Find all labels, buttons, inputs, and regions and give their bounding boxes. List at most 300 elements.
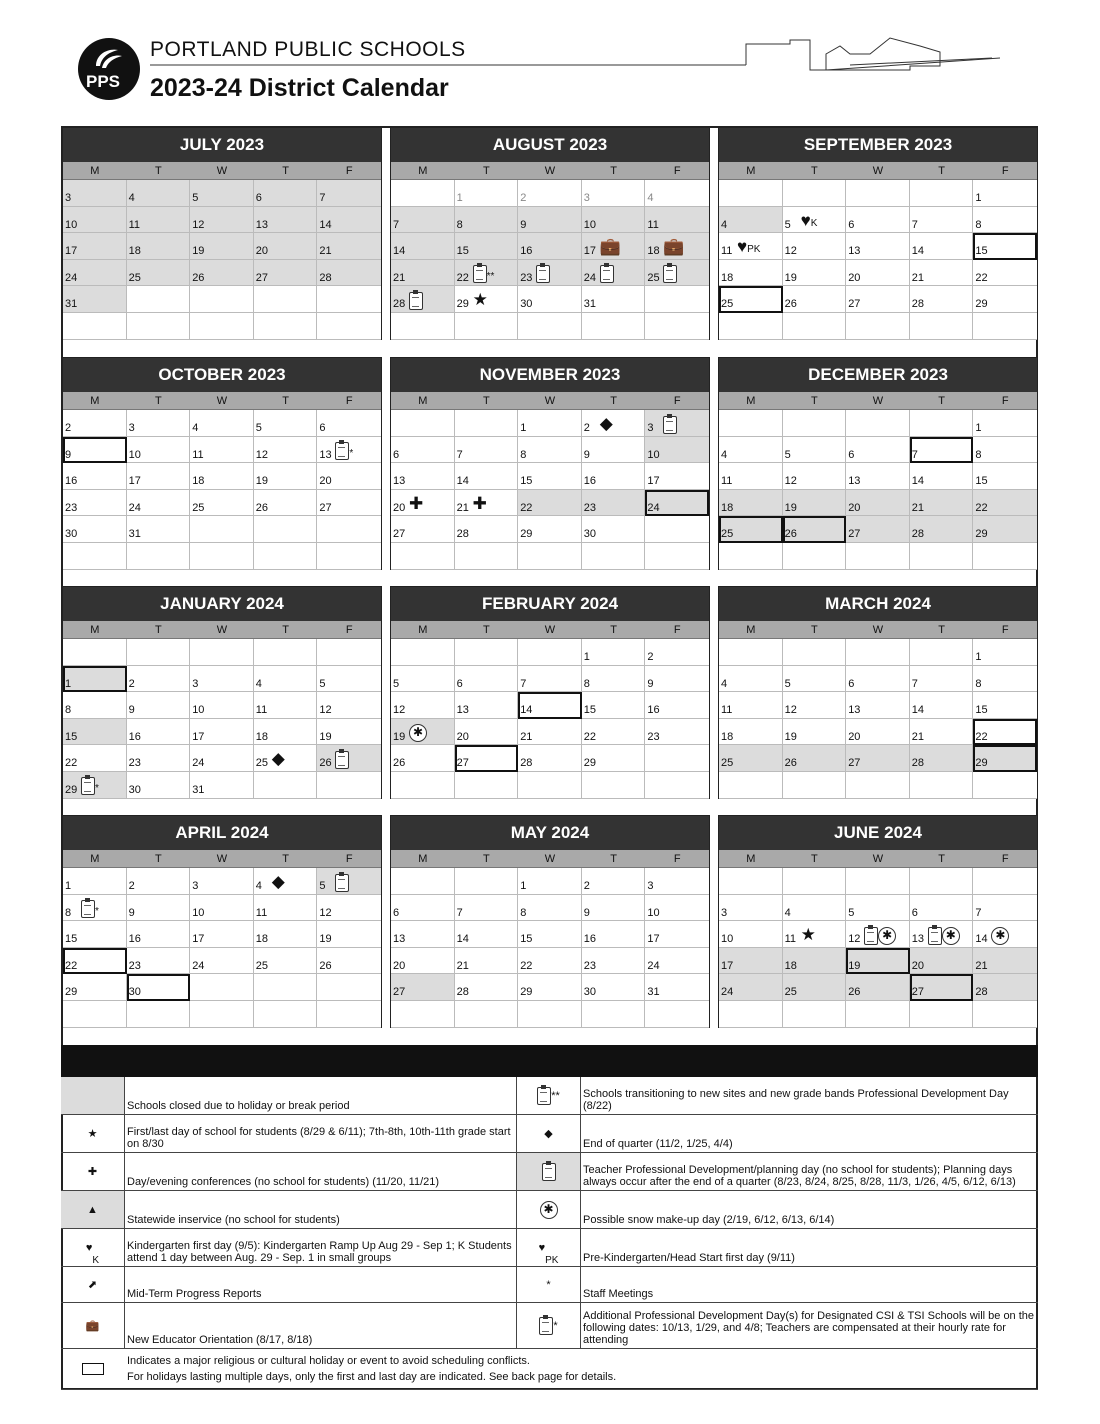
day-cell [582,516,646,543]
legend-text: Schools transitioning to new sites and new grade bands Professional Development Day (8/22) [583,1088,1009,1112]
day-number: 5 [784,677,791,690]
empty-cell [783,868,847,895]
day-cell [190,948,254,975]
day-cell [783,490,847,517]
weekday-label: W [544,395,556,407]
weekday-header [391,162,709,180]
day-cell [973,719,1037,746]
day-number: 16 [583,475,597,488]
legend-text: Kindergarten first day (9/5): Kindergarten Ramp Up Aug 29 - Sep 1; K Students attend 1 day between Aug. 29 - Sep. 1 in small groups [125,1229,517,1266]
day-number: 3 [192,880,199,892]
weekday-label: M [746,853,756,865]
day-cell [518,745,582,772]
weekday-label: F [673,395,681,407]
day-cell [783,666,847,693]
legend-symbol [61,1229,125,1266]
day-number: 1 [520,880,527,892]
day-cell [254,745,318,772]
day-cell [391,719,455,746]
day-markers [991,925,1009,945]
day-markers [864,925,896,945]
day-number: 1 [65,677,72,690]
day-number: 6 [255,192,262,204]
day-number: 20 [393,501,406,514]
weekday-label: T [938,395,945,407]
day-markers [928,925,960,945]
day-number: 25 [255,757,269,770]
empty-cell [518,1001,582,1028]
weekday-header [63,162,381,180]
empty-cell [190,639,254,666]
empty-cell [63,639,127,666]
weekday-label: M [746,624,756,636]
day-cell [582,666,646,693]
day-number: 13 [848,704,861,717]
day-cell [645,921,709,948]
day-cell [582,233,646,260]
day-number: 15 [975,475,988,488]
day-number: 8 [520,448,527,461]
day-cell [719,921,783,948]
day-cell [254,180,318,207]
day-number: 5 [848,906,855,919]
weeks-grid [391,410,709,570]
legend-text: End of quarter (11/2, 1/25, 4/4) [583,1138,733,1150]
weekday-label: F [673,853,681,865]
day-number: 10 [65,218,78,231]
empty-cell [645,286,709,313]
day-number: 11 [721,704,733,717]
empty-cell [518,639,582,666]
day-number: 2 [583,422,590,434]
day-number: 19 [848,959,861,972]
empty-cell [455,868,519,895]
day-number: 19 [784,501,797,514]
month-title: OCTOBER 2023 [63,358,381,392]
day-cell [910,974,974,1001]
legend-text: Pre-Kindergarten/Head Start first day (9/11) [583,1252,795,1264]
month-11 [718,815,1038,1028]
day-number: 12 [784,245,797,258]
day-cell [846,463,910,490]
day-number: 12 [319,704,332,717]
day-number: 3 [192,677,199,690]
day-cell [582,490,646,517]
day-cell [910,745,974,772]
clipboard-icon [663,265,677,283]
day-cell [719,286,783,313]
day-number: 1 [975,192,982,204]
day-number: 26 [393,757,406,770]
empty-cell [910,410,974,437]
day-cell [582,719,646,746]
day-number: 11 [128,218,141,231]
empty-cell [783,772,847,799]
empty-cell [391,543,455,570]
empty-cell [846,543,910,570]
day-cell [910,207,974,234]
month-7 [390,586,710,799]
weekday-label: W [872,165,884,177]
day-number: 30 [520,298,533,311]
day-number: 19 [319,730,332,743]
day-number: 24 [583,271,597,284]
day-cell [910,692,974,719]
day-markers [663,237,684,257]
month-title: DECEMBER 2023 [719,358,1037,392]
empty-cell [127,286,191,313]
day-number: 1 [456,192,463,204]
day-number: 31 [192,783,205,796]
day-cell [582,207,646,234]
day-cell [645,207,709,234]
weekday-label: T [483,165,490,177]
empty-cell [254,286,318,313]
day-number: 18 [192,475,205,488]
day-number: 9 [647,677,654,690]
month-4 [390,357,710,570]
day-cell [391,895,455,922]
page-header [78,36,998,106]
day-number: 9 [65,448,72,461]
briefcase-icon: 💼 [663,237,685,257]
weekday-label: W [216,395,228,407]
day-number: 20 [848,501,861,514]
day-cell [391,516,455,543]
empty-cell [63,313,127,340]
day-number: 27 [848,298,861,311]
day-number: 13 [393,475,406,488]
day-cell [645,233,709,260]
day-cell [719,233,783,260]
legend-text: Statewide inservice (no school for students) [125,1191,517,1228]
day-cell [518,868,582,895]
legend-symbol [517,1267,581,1302]
day-cell [582,921,646,948]
day-cell [455,207,519,234]
day-cell [973,233,1037,260]
legend-symbol [61,1153,125,1190]
day-number: 18 [721,271,734,284]
day-number: 27 [393,528,406,541]
day-number: 7 [319,192,326,204]
snowflake-icon: ✱ [942,927,960,945]
day-cell [63,233,127,260]
day-number: 8 [65,704,72,717]
day-cell [391,437,455,464]
day-cell [783,207,847,234]
day-cell [582,974,646,1001]
day-cell [518,437,582,464]
day-number: 10 [583,218,597,231]
day-number: 21 [456,959,469,972]
day-number: 2 [128,677,135,690]
day-cell [127,921,191,948]
day-cell [391,745,455,772]
day-cell [783,948,847,975]
day-number: 22 [65,757,78,770]
weekday-label: F [345,395,353,407]
day-cell [317,666,381,693]
day-cell [582,692,646,719]
legend-note-row [61,1349,1038,1390]
month-title: MARCH 2024 [719,587,1037,621]
empty-cell [846,410,910,437]
day-number: 23 [647,730,660,743]
weekday-label: T [483,395,490,407]
day-number: 13 [255,218,269,231]
day-number: 24 [647,501,660,514]
day-number: 30 [583,986,597,999]
day-cell [846,745,910,772]
day-cell [846,692,910,719]
organization-name: PORTLAND PUBLIC SCHOOLS [150,38,466,61]
day-cell [645,719,709,746]
day-number: 5 [192,192,199,204]
day-number: 6 [319,422,326,434]
weeks-grid [63,868,381,1028]
day-cell [518,895,582,922]
day-cell [582,639,646,666]
empty-cell [846,868,910,895]
marker-tag: * [553,1319,558,1332]
star-icon: ★ [800,925,816,945]
day-number: 26 [319,959,332,972]
weekday-label: T [282,165,289,177]
month-title: MAY 2024 [391,816,709,850]
day-cell [190,772,254,799]
day-cell [127,516,191,543]
legend-symbol [61,1191,125,1228]
day-number: 31 [583,298,597,311]
empty-cell [973,313,1037,340]
day-cell [391,921,455,948]
empty-cell [455,639,519,666]
day-number: 27 [393,986,406,999]
day-cell [645,895,709,922]
empty-cell [455,1001,519,1028]
day-cell [317,745,381,772]
day-number: 3 [128,422,135,434]
day-cell [973,490,1037,517]
day-number: 14 [911,245,925,258]
day-number: 7 [911,677,918,690]
day-number: 26 [848,986,861,999]
day-number: 18 [784,959,797,972]
day-number: 14 [911,475,925,488]
day-cell [973,745,1037,772]
day-number: 29 [583,757,597,770]
day-cell [254,921,318,948]
day-cell [254,463,318,490]
day-cell [910,286,974,313]
weekday-label: T [811,395,818,407]
day-number: 3 [647,880,654,892]
empty-cell [719,639,783,666]
day-cell [846,437,910,464]
empty-cell [190,543,254,570]
day-cell [518,463,582,490]
day-cell [63,745,127,772]
weekday-label: M [418,624,428,636]
day-cell [455,666,519,693]
month-title: NOVEMBER 2023 [391,358,709,392]
day-number: 22 [975,271,988,284]
empty-cell [973,868,1037,895]
empty-cell [582,772,646,799]
note-line: For holidays lasting multiple days, only the first and last day are indicated. See back page for details. [127,1371,617,1383]
empty-cell [317,543,381,570]
day-number: 16 [583,933,597,946]
day-cell [63,868,127,895]
star-icon: ★ [87,1128,98,1140]
empty-cell [645,543,709,570]
month-title: SEPTEMBER 2023 [719,128,1037,162]
clipboard-icon [542,1163,556,1181]
day-cell [783,745,847,772]
day-number: 1 [975,422,982,434]
legend-text: Teacher Professional Development/planning day (no school for students); Planning days always occur after the end of a quarter (8/23, 8/24, 8/25, 8/28, 11/3, 1/26, 4/5, 6/12, 6/13) [583,1164,1016,1188]
day-number: 30 [65,528,78,541]
day-cell [317,921,381,948]
day-cell [254,233,318,260]
day-number: 22 [975,730,988,743]
day-number: 14 [393,245,406,258]
day-cell [190,692,254,719]
empty-cell [910,639,974,666]
day-number: 25 [721,298,734,311]
weekday-header [719,162,1037,180]
legend-row [61,1077,1038,1115]
day-cell [973,286,1037,313]
day-cell [190,868,254,895]
empty-cell [645,516,709,543]
day-number: 29 [520,528,533,541]
day-number: 29 [520,986,533,999]
star-icon: ★ [472,290,488,310]
legend-text: Additional Professional Development Day(s) for Designated CSI & TSI Schools will be on the following dates: 10/13, 1/29, and 4/8; Teachers are compensated at their hourly rate for attending [583,1310,1035,1346]
empty-cell [846,772,910,799]
day-cell [63,437,127,464]
day-number: 16 [128,933,141,946]
day-number: 17 [647,475,660,488]
weekday-label: M [418,395,428,407]
day-number: 15 [65,933,78,946]
empty-cell [455,313,519,340]
day-number: 10 [647,906,660,919]
empty-cell [254,1001,318,1028]
weekday-label: W [544,624,556,636]
day-number: 3 [583,192,590,204]
day-number: 10 [647,448,660,461]
day-cell [518,666,582,693]
day-cell [973,437,1037,464]
weeks-grid [63,180,381,340]
month-6 [62,586,382,799]
day-number: 27 [319,501,332,514]
empty-cell [719,410,783,437]
day-number: 6 [393,906,400,919]
cross-icon: ✚ [472,493,487,513]
weekday-label: W [216,853,228,865]
day-number: 6 [456,677,463,690]
weeks-grid [391,639,709,799]
day-cell [582,463,646,490]
day-markers [272,749,285,769]
day-number: 24 [192,757,205,770]
day-cell [391,490,455,517]
day-cell [455,895,519,922]
legend-row [61,1303,1038,1349]
day-markers [801,211,818,234]
day-cell [317,260,381,287]
day-number: 28 [456,986,469,999]
day-cell [719,948,783,975]
day-number: 25 [255,959,269,972]
day-number: 20 [456,730,469,743]
day-number: 26 [784,298,797,311]
empty-cell [317,974,381,1001]
empty-cell [973,1001,1037,1028]
empty-cell [317,286,381,313]
day-number: 26 [319,757,332,770]
day-number: 24 [192,959,205,972]
day-cell [973,410,1037,437]
day-number: 29 [456,298,469,311]
day-number: 12 [848,933,861,946]
day-cell [582,948,646,975]
day-markers [536,264,550,284]
marker-tag: K [810,217,818,229]
heart-icon: ♥ [800,210,811,230]
day-cell [719,463,783,490]
month-title: JULY 2023 [63,128,381,162]
day-cell [317,719,381,746]
day-number: 14 [319,218,332,231]
day-cell [783,692,847,719]
day-cell [190,921,254,948]
day-number: 9 [520,218,527,231]
weekday-header [63,621,381,639]
marker-tag: ** [551,1089,560,1102]
day-cell [317,437,381,464]
empty-cell [391,1001,455,1028]
month-1 [390,127,710,340]
day-cell [455,260,519,287]
day-cell [190,233,254,260]
day-cell [391,948,455,975]
day-markers [600,414,613,434]
day-number: 14 [456,475,469,488]
diamond-icon: ◆ [271,749,285,769]
day-cell [254,666,318,693]
day-number: 4 [647,192,654,204]
day-cell [910,233,974,260]
day-cell [190,180,254,207]
heart-icon: ♥ [85,1241,93,1254]
day-markers [600,237,621,257]
empty-cell [455,410,519,437]
day-cell [645,948,709,975]
day-number: 1 [975,651,982,663]
day-cell [719,207,783,234]
day-cell [719,692,783,719]
day-cell [910,948,974,975]
day-cell [455,719,519,746]
empty-cell [127,639,191,666]
empty-cell [910,868,974,895]
weeks-grid [719,868,1037,1028]
